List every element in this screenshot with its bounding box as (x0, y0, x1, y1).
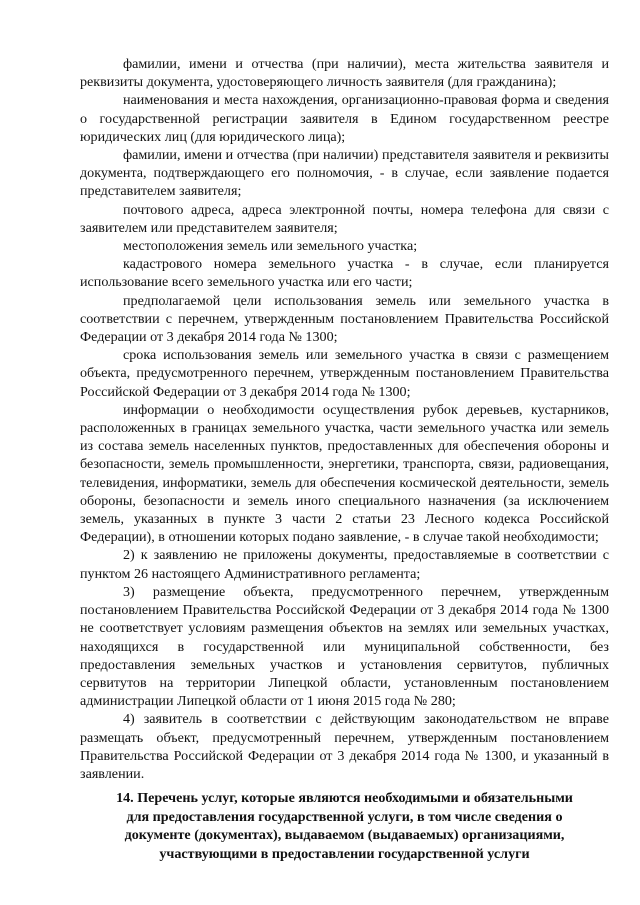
section-heading-line: документе (документах), выдаваемом (выдаваемых) организациями, (124, 827, 565, 844)
section-heading-line: 14. Перечень услуг, которые являются необходимыми и обязательными (116, 790, 573, 806)
section-heading-line: для предоставления государственной услуги, в том числе сведения о (126, 808, 563, 825)
list-item-3: 3) размещение объекта, предусмотренного перечнем, утвержденным постановлением Правительства Российской Федерации от 3 декабря 2014 года № 1300 не соответствует условиям размещения объектов на землях или земельных участках, находящихся в государственной или муниципальной собственности, без предоставления земельных участков и установления сервитутов, публичных сервитутов на территории Липецкой области, установленным постановлением администрации Липецкой области от 1 июня 2015 года № 280; (80, 583, 609, 710)
paragraph: фамилии, имени и отчества (при наличии), места жительства заявителя и реквизиты документа, удостоверяющего личность заявителя (для гражданина); (80, 56, 609, 91)
paragraph: информации о необходимости осуществления рубок деревьев, кустарников, расположенных в границах земельного участка, части земельного участка или земель из состава земель населенных пунктов, предоставленных для обеспечения обороны и безопасности, земель промышленности, энергетики, транспорта, связи, радиовещания, телевидения, информатики, земель для обеспечения космической деятельности, земель обороны, безопасности и земель иного специального назначения (за исключением земель, указанных в пункте 3 части 2 статьи 23 Лесного кодекса Российской Федерации), в отношении которых подано заявление, - в случае такой необходимости; (80, 401, 609, 546)
section-heading (80, 789, 609, 863)
paragraph: фамилии, имени и отчества (при наличии) представителя заявителя и реквизиты документа, подтверждающего его полномочия, - в случае, если заявление подается представителем заявителя; (80, 147, 609, 200)
paragraph: наименования и места нахождения, организационно-правовая форма и сведения о государственной регистрации заявителя в Едином государственном реестре юридических лиц (для юридического лица); (80, 92, 609, 145)
document-body (80, 55, 609, 783)
list-item-4: 4) заявитель в соответствии с действующим законодательством не вправе размещать объект, предусмотренный перечнем, утвержденным постановлением Правительства Российской Федерации от 3 декабря 2014 года № 1300, и указанный в заявлении. (80, 711, 609, 782)
section-heading-line: участвующими в предоставлении государственной услуги (159, 845, 530, 862)
paragraph: кадастрового номера земельного участка - в случае, если планируется использование всего земельного участка или его части; (80, 256, 609, 291)
paragraph: местоположения земель или земельного участка; (123, 238, 418, 255)
paragraph: почтового адреса, адреса электронной почты, номера телефона для связи с заявителем или представителем заявителя; (80, 201, 609, 236)
paragraph: предполагаемой цели использования земель или земельного участка в соответствии с перечнем, утвержденным постановлением Правительства Российской Федерации от 3 декабря 2014 года № 1300; (80, 292, 609, 346)
paragraph: срока использования земель или земельного участка в связи с размещением объекта, предусмотренного перечнем, утвержденным постановлением Правительства Российской Федерации от 3 декабря 2014 года № 1300; (80, 347, 609, 400)
list-item-2: 2) к заявлению не приложены документы, предоставляемые в соответствии с пунктом 26 настоящего Административного регламента; (80, 547, 609, 582)
